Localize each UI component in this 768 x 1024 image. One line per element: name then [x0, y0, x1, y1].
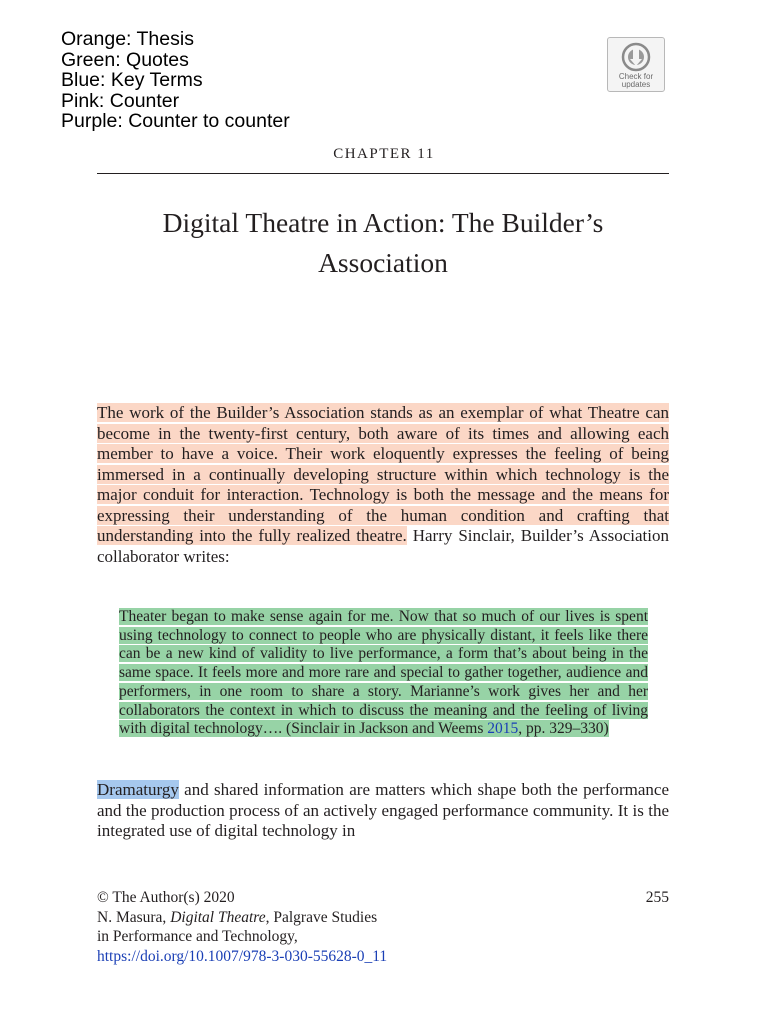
chapter-title-line1: Digital Theatre in Action: The Builder’s	[162, 207, 604, 238]
legend-orange: Orange: Thesis	[61, 28, 194, 50]
citation-year-link[interactable]: 2015	[487, 720, 519, 738]
quote-pages: , pp. 329–330)	[518, 720, 609, 738]
book-title: Digital Theatre	[170, 908, 266, 926]
quote-text: Theater began to make sense again for me. Now that so much of our lives is spent using technology to connect to people who are physically distant, it feels like there can be a new kind of validity to live performance, a form that’s about being in the same space. It feels more and more rare and special to gather together, audience and performers, in one room to share a story. Marianne’s work gives her and her collaborators the context in which to discuss the meaning and the feeling of living with digital technology…. (Sinclair in Jackson and Weems	[119, 608, 648, 738]
header-divider	[97, 173, 669, 174]
doi-link[interactable]: https://doi.org/10.1007/978-3-030-55628-0_11	[97, 947, 388, 965]
page-number: 255	[645, 889, 669, 906]
check-for-updates-icon	[621, 42, 651, 72]
check-for-updates-badge[interactable]	[607, 37, 665, 92]
footer-citation	[97, 888, 387, 966]
paragraph-dramaturgy	[97, 780, 669, 842]
block-quote	[119, 608, 648, 739]
paragraph-thesis	[97, 403, 669, 567]
check-for-updates-label: Check for updates	[618, 72, 654, 89]
thesis-highlight: The work of the Builder’s Association stands as an exemplar of what Theatre can become in the twenty-first century, both aware of its times and allowing each member to have a voice. Their work eloquently expresses the feeling of being immersed in a continually developing structure within which technology is the major conduit for interaction. Technology is both the message and the means for expressing their understanding of the human condition and crafting that understanding into the fully realized theatre.	[97, 403, 669, 545]
footer-copyright: © The Author(s) 2020	[97, 889, 235, 906]
footer-author-line: N. Masura, Digital Theatre, Palgrave Studies	[97, 908, 378, 926]
legend-pink: Pink: Counter	[61, 89, 180, 112]
paragraph-thesis-rest: Harry Sinclair, Builder’s Association collaborator writes:	[97, 526, 669, 566]
chapter-label: CHAPTER 11	[333, 146, 435, 162]
quote-highlight	[119, 608, 648, 737]
chapter-title	[97, 203, 669, 283]
legend-purple: Purple: Counter to counter	[61, 110, 290, 133]
chapter-title-line2: Association	[318, 247, 448, 278]
key-term-highlight: Dramaturgy	[97, 780, 179, 799]
legend-blue: Blue: Key Terms	[61, 69, 203, 92]
legend-green: Green: Quotes	[61, 48, 189, 71]
highlight-legend	[61, 29, 290, 132]
paragraph-dramaturgy-rest: and shared information are matters which shape both the performance and the production process of an actively engaged performance community. It is the integrated use of digital technology in	[97, 780, 669, 840]
footer-series-line: in Performance and Technology,	[97, 928, 298, 945]
